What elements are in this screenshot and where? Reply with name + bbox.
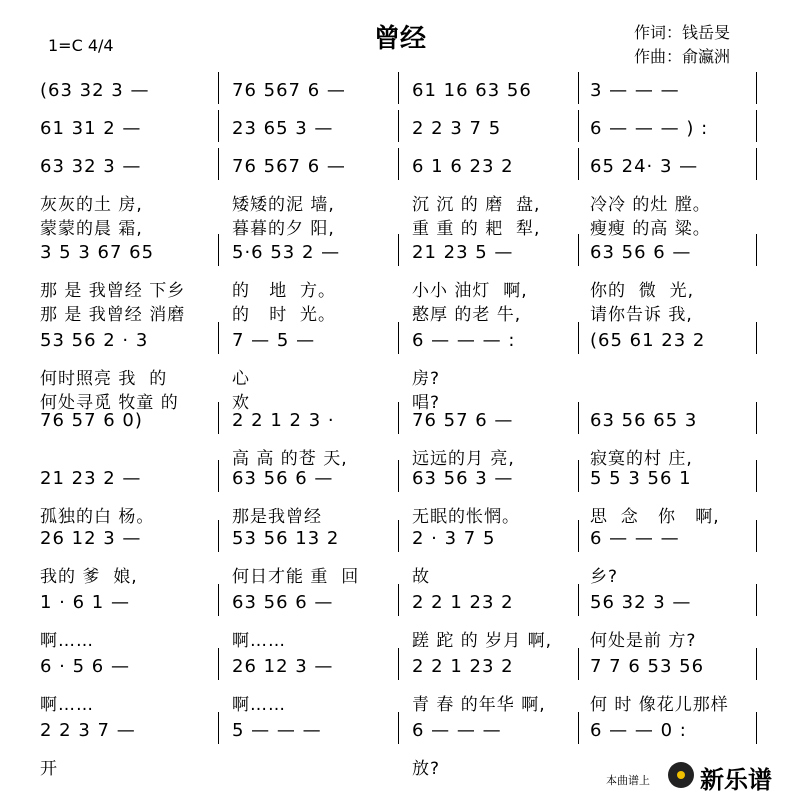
lyric-text: 灰灰的土 房, [40, 195, 143, 215]
barline [218, 520, 219, 552]
lyric-text: 憨厚 的老 牛, [412, 305, 522, 325]
measure-notes: 63 56 6 — [232, 468, 334, 489]
lyric-text: 那 是 我曾经 下乡 [40, 281, 186, 301]
barline [398, 460, 399, 492]
barline [578, 584, 579, 616]
barline [218, 402, 219, 434]
lyric-text: 沉 沉 的 磨 盘, [412, 195, 541, 215]
brand-logo: 新乐谱 [700, 766, 772, 794]
barline [756, 460, 757, 492]
barline [578, 460, 579, 492]
barline [756, 648, 757, 680]
measure-notes: 61 16 63 56 [412, 80, 532, 101]
measure-notes: 63 56 65 3 [590, 410, 698, 431]
lyric-text: 矮矮的泥 墙, [232, 195, 335, 215]
lyric-text: 心 [232, 369, 250, 389]
lyric-text: 唱? [412, 393, 441, 413]
measure-notes: 6 1 6 23 2 [412, 156, 514, 177]
lyric-text: 无眠的怅惘。 [412, 507, 520, 527]
barline [578, 234, 579, 266]
lyric-text: 何 时 像花儿那样 [590, 695, 729, 715]
barline [578, 148, 579, 180]
measure-notes: 6 — — — [590, 528, 680, 549]
measure-notes: 2 · 3 7 5 [412, 528, 496, 549]
measure-notes: 61 31 2 — [40, 118, 142, 139]
lyric-text: 欢 [232, 393, 250, 413]
barline [756, 520, 757, 552]
barline [578, 712, 579, 744]
lyric-text: 小小 油灯 啊, [412, 281, 528, 301]
measure-notes: 7 7 6 53 56 [590, 656, 705, 677]
staff-row [0, 408, 800, 469]
lyric-text: 房? [412, 369, 441, 389]
barline [756, 402, 757, 434]
staff-row [0, 526, 800, 587]
measure-notes: 65 24· 3 — [590, 156, 699, 177]
lyric-text: 我的 爹 娘, [40, 567, 138, 587]
measure-notes: 63 56 3 — [412, 468, 514, 489]
barline [398, 72, 399, 104]
lyric-text: 寂寞的村 庄, [590, 449, 693, 469]
staff-row [0, 154, 800, 239]
measure-notes: 6 — — — [412, 720, 502, 741]
measure-notes: 76 567 6 — [232, 80, 346, 101]
lyric-text: 啊…… [40, 631, 94, 651]
measure-notes: (65 61 23 2 [590, 330, 706, 351]
lyric-text: 的 地 方。 [232, 281, 337, 301]
barline [756, 72, 757, 104]
barline [218, 72, 219, 104]
lyric-text: 孤独的白 杨。 [40, 507, 155, 527]
lyric-text: 啊…… [232, 695, 286, 715]
lyric-text: 蹉 跎 的 岁月 啊, [412, 631, 553, 651]
barline [756, 148, 757, 180]
barline [398, 402, 399, 434]
lyric-text: 啊…… [232, 631, 286, 651]
lyric-text: 冷冷 的灶 膛。 [590, 195, 711, 215]
barline [398, 110, 399, 142]
vinyl-logo-icon [668, 762, 694, 788]
barline [398, 322, 399, 354]
measure-notes: 6 — — — : [412, 330, 516, 351]
barline [218, 712, 219, 744]
lyric-text: 远远的月 亮, [412, 449, 515, 469]
measure-notes: 3 — — — [590, 80, 680, 101]
measure-notes: 6 — — — ) : [590, 118, 709, 139]
barline [398, 520, 399, 552]
barline [218, 110, 219, 142]
measure-notes: 23 65 3 — [232, 118, 334, 139]
barline [756, 234, 757, 266]
measure-notes: 1 · 6 1 — [40, 592, 130, 613]
measure-notes: 63 56 6 — [590, 242, 692, 263]
measure-notes: 56 32 3 — [590, 592, 692, 613]
measure-notes: 2 2 1 2 3 · [232, 410, 335, 431]
measure-notes: 76 57 6 — [412, 410, 514, 431]
barline [578, 110, 579, 142]
measure-notes: 5 — — — [232, 720, 322, 741]
barline [398, 648, 399, 680]
barline [756, 712, 757, 744]
measure-notes: 21 23 5 — [412, 242, 514, 263]
barline [398, 234, 399, 266]
measure-notes: 63 56 6 — [232, 592, 334, 613]
barline [218, 322, 219, 354]
lyric-text: 重 重 的 耙 犁, [412, 219, 541, 239]
lyric-text: 何日才能 重 回 [232, 567, 360, 587]
lyric-text: 故 [412, 567, 430, 587]
measure-notes: 2 2 3 7 5 [412, 118, 502, 139]
lyric-text: 你的 微 光, [590, 281, 695, 301]
lyricist-credit: 作词：钱岳旻 [634, 23, 731, 42]
measure-notes: 6 · 5 6 — [40, 656, 130, 677]
barline [218, 648, 219, 680]
barline [218, 460, 219, 492]
lyric-text: 啊…… [40, 695, 94, 715]
barline [398, 712, 399, 744]
lyric-text: 那是我曾经 [232, 507, 322, 527]
barline [756, 584, 757, 616]
composer-credit: 作曲：俞瀛洲 [634, 47, 731, 66]
staff-row [0, 240, 800, 325]
lyric-text: 何时照亮 我 的 [40, 369, 168, 389]
lyric-text: 的 时 光。 [232, 305, 337, 325]
measure-notes: 2 2 1 23 2 [412, 592, 514, 613]
lyric-text: 暮暮的夕 阳, [232, 219, 335, 239]
lyric-text: 那 是 我曾经 消磨 [40, 305, 186, 325]
barline [578, 72, 579, 104]
barline [578, 322, 579, 354]
barline [398, 148, 399, 180]
measure-notes: 5·6 53 2 — [232, 242, 341, 263]
barline [578, 402, 579, 434]
barline [218, 148, 219, 180]
barline [756, 110, 757, 142]
measure-notes: 26 12 3 — [232, 656, 334, 677]
lyric-text: 何处寻觅 牧童 的 [40, 393, 179, 413]
lyric-text: 蒙蒙的晨 霜, [40, 219, 143, 239]
measure-notes: 7 — 5 — [232, 330, 316, 351]
lyric-text: 请你告诉 我, [590, 305, 693, 325]
barline [218, 584, 219, 616]
measure-notes: 21 23 2 — [40, 468, 142, 489]
lyric-text: 开 [40, 759, 58, 779]
barline [578, 520, 579, 552]
staff-row [0, 718, 800, 779]
measure-notes: 26 12 3 — [40, 528, 142, 549]
measure-notes: 63 32 3 — [40, 156, 142, 177]
measure-notes: 2 2 3 7 — [40, 720, 136, 741]
measure-notes: 53 56 2 · 3 [40, 330, 149, 351]
staff-row [0, 466, 800, 527]
staff-row [0, 116, 800, 148]
staff-row [0, 328, 800, 413]
barline [398, 584, 399, 616]
lyric-text: 思 念 你 啊, [590, 507, 720, 527]
lyric-text: 何处是前 方? [590, 631, 697, 651]
barline [578, 648, 579, 680]
measure-notes: 6 — — 0 : [590, 720, 687, 741]
lyric-text: 放? [412, 759, 441, 779]
lyric-text: 瘦瘦 的高 粱。 [590, 219, 711, 239]
staff-row [0, 654, 800, 715]
barline [218, 234, 219, 266]
footer-caption: 本曲谱上 [606, 774, 650, 787]
key-signature: 1=C 4/4 [48, 36, 114, 55]
measure-notes: 5 5 3 56 1 [590, 468, 692, 489]
measure-notes: 76 567 6 — [232, 156, 346, 177]
lyric-text: 青 春 的年华 啊, [412, 695, 546, 715]
page-title: 曾经 [373, 24, 426, 54]
measure-notes: 3 5 3 67 65 [40, 242, 155, 263]
measure-notes: 2 2 1 23 2 [412, 656, 514, 677]
staff-row [0, 590, 800, 651]
measure-notes: 53 56 13 2 [232, 528, 340, 549]
staff-row [0, 78, 800, 110]
lyric-text: 高 高 的苍 天, [232, 449, 348, 469]
measure-notes: (63 32 3 — [40, 80, 150, 101]
measure-notes: 76 57 6 0) [40, 410, 143, 431]
barline [756, 322, 757, 354]
lyric-text: 乡? [590, 567, 619, 587]
